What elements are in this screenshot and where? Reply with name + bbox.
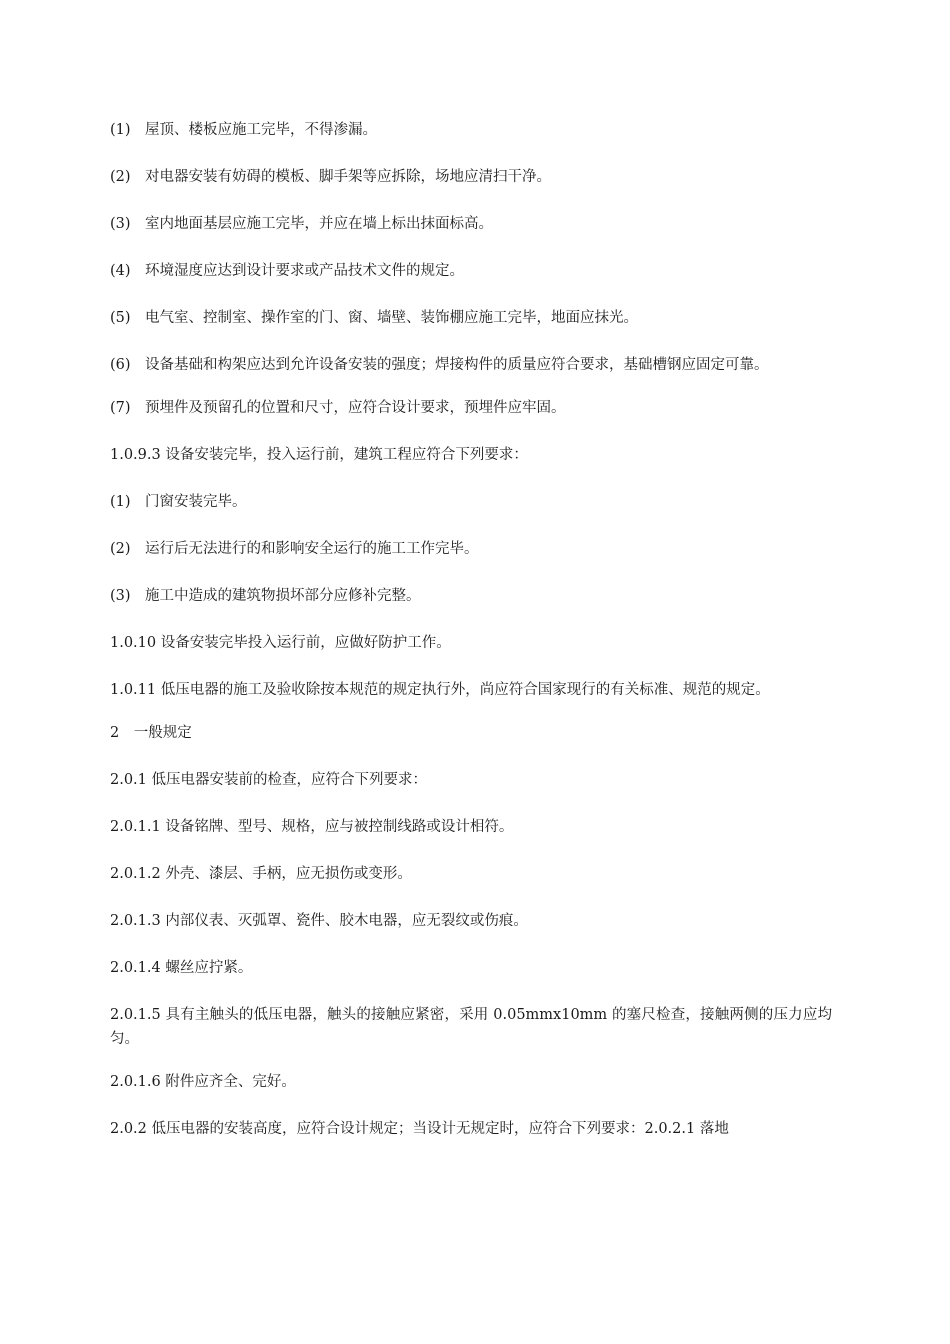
paragraph-8: 1.0.9.3 设备安装完毕，投入运行前，建筑工程应符合下列要求： [110,447,528,463]
paragraph-20: 2.0.1.5 具有主触头的低压电器，触头的接触应紧密，采用 0.05mmx10mm 的塞尺检查，接触两侧的压力应均匀。 [110,1007,832,1047]
paragraph-13: 1.0.11 低压电器的施工及验收除按本规范的规定执行外，尚应符合国家现行的有关标准、规范的规定。 [110,682,770,698]
paragraph-22: 2.0.2 低压电器的安装高度，应符合设计规定；当设计无规定时，应符合下列要求：2.0.2.1 落地 [110,1121,729,1137]
section-heading: 2 一般规定 [110,725,192,741]
paragraph-18: 2.0.1.3 内部仪表、灭弧罩、瓷件、胶木电器，应无裂纹或伤痕。 [110,913,528,929]
paragraph-12: 1.0.10 设备安装完毕投入运行前，应做好防护工作。 [110,635,451,651]
paragraph-10: (2) 运行后无法进行的和影响安全运行的施工工作完毕。 [110,541,479,557]
paragraph-7: (7) 预埋件及预留孔的位置和尺寸，应符合设计要求，预埋件应牢固。 [110,400,566,416]
paragraph-2: (2) 对电器安装有妨碍的模板、脚手架等应拆除，场地应清扫干净。 [110,169,552,185]
paragraph-11: (3) 施工中造成的建筑物损坏部分应修补完整。 [110,588,421,604]
document-page [110,118,832,1164]
paragraph-19: 2.0.1.4 螺丝应拧紧。 [110,960,253,976]
paragraph-5: (5) 电气室、控制室、操作室的门、窗、墙壁、装饰棚应施工完毕，地面应抹光。 [110,310,639,326]
paragraph-16: 2.0.1.1 设备铭牌、型号、规格，应与被控制线路或设计相符。 [110,819,514,835]
paragraph-9: (1) 门窗安装完毕。 [110,494,247,510]
paragraph-6: (6) 设备基础和构架应达到允许设备安装的强度；焊接构件的质量应符合要求，基础槽钢应固定可靠。 [110,357,769,373]
paragraph-1: (1) 屋顶、楼板应施工完毕，不得渗漏。 [110,122,378,138]
paragraph-17: 2.0.1.2 外壳、漆层、手柄，应无损伤或变形。 [110,866,412,882]
paragraph-15: 2.0.1 低压电器安装前的检查，应符合下列要求： [110,772,428,788]
paragraph-3: (3) 室内地面基层应施工完毕，并应在墙上标出抹面标高。 [110,216,494,232]
paragraph-21: 2.0.1.6 附件应齐全、完好。 [110,1074,296,1090]
paragraph-4: (4) 环境湿度应达到设计要求或产品技术文件的规定。 [110,263,465,279]
